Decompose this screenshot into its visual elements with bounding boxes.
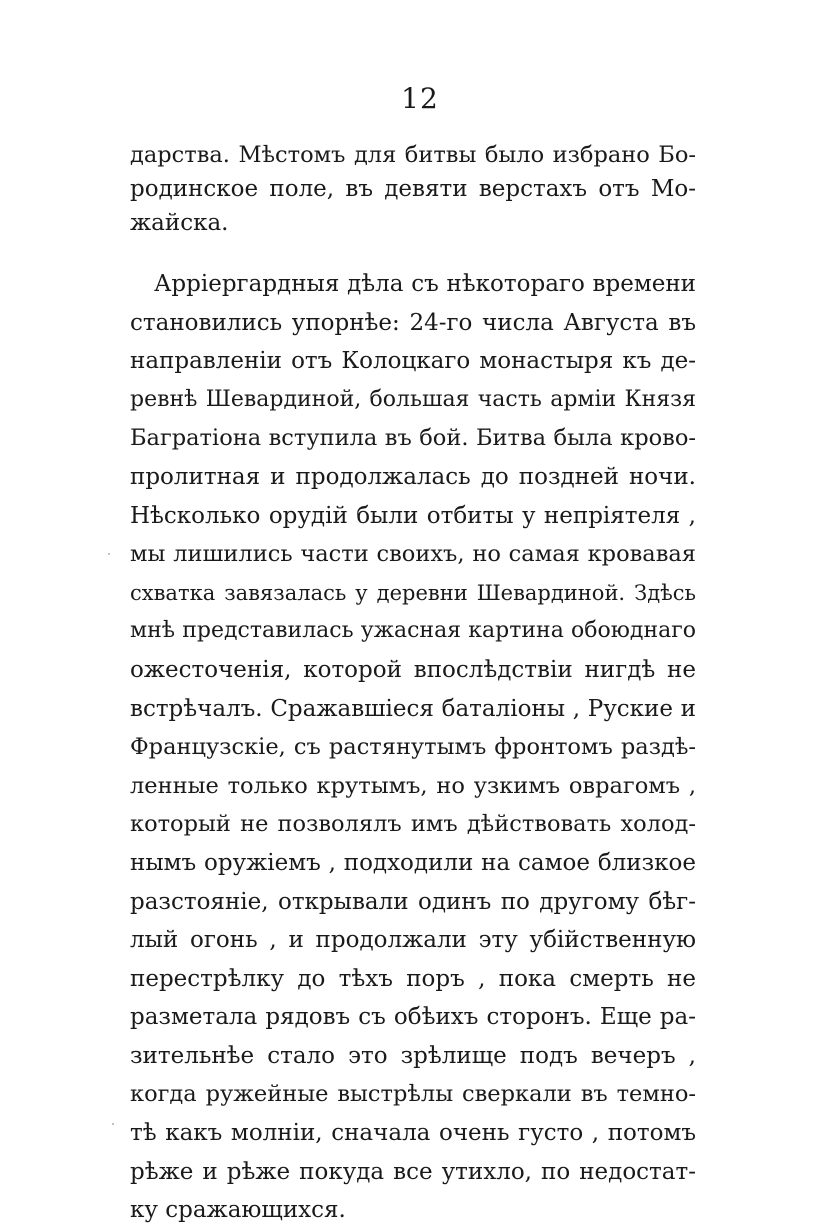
text-line: перестрѣлку до тѣхъ поръ , пока смерть не <box>130 965 696 992</box>
text-line: рѣже и рѣже покуда все утихло, по недостат- <box>130 1158 696 1185</box>
text-line: жайска. <box>130 210 229 236</box>
text-line: лый огонь , и продолжали эту убійственную <box>130 927 696 954</box>
text-line: разстояніе, открывали одинъ по другому бѣг- <box>130 888 696 915</box>
text-line: Арріергардныя дѣла съ нѣкотораго времени <box>154 271 696 297</box>
text-line: пролитная и продолжалась до поздней ночи. <box>130 463 696 490</box>
paper-speck <box>108 553 110 555</box>
text-line: зительнѣе стало это зрѣлище подъ вечеръ , <box>130 1042 696 1069</box>
text-line: мнѣ представилась ужасная картина обоюднаго <box>130 618 696 644</box>
page-number: 12 <box>401 82 439 115</box>
text-line: родинское поле, въ девяти верстахъ отъ Мо- <box>130 176 696 202</box>
text-line: схватка завязалась у деревни Шевардиной. Здѣсь <box>130 580 696 605</box>
text-line: разметала рядовъ съ обѣихъ сторонъ. Еще ра- <box>130 1004 696 1031</box>
text-line: ленные только крутымъ, но узкимъ оврагомъ , <box>130 772 696 799</box>
paragraph-1 <box>130 138 696 240</box>
paper-speck <box>112 1123 114 1125</box>
text-line: когда ружейные выстрѣлы сверкали въ темно- <box>130 1081 696 1108</box>
text-line: ревнѣ Шевардиной, большая часть арміи Князя <box>130 386 696 412</box>
text-line: Французскіе, съ растянутымъ фронтомъ раздѣ- <box>130 734 696 761</box>
text-line: дарства. Мѣстомъ для битвы было избрано Бо- <box>130 142 696 168</box>
text-line: Нѣсколько орудій были отбиты у непріятеля , <box>130 502 696 529</box>
text-line: встрѣчалъ. Сражавшіеся баталіоны , Руские и <box>130 695 696 722</box>
text-line: который не позволялъ имъ дѣйствовать холод- <box>130 811 696 838</box>
text-line: направленіи отъ Колоцкаго монастыря къ де- <box>130 348 696 375</box>
text-line: становились упорнѣе: 24-го числа Августа въ <box>130 309 696 336</box>
text-line: мы лишились части своихъ, но самая кровавая <box>130 541 696 568</box>
text-line: тѣ какъ молніи, сначала очень густо , потомъ <box>130 1120 696 1147</box>
text-line: ожесточенія, которой впослѣдствіи нигдѣ не <box>130 656 696 683</box>
text-line: Багратіона вступила въ бой. Битва была крово- <box>130 425 696 452</box>
paragraph-2 <box>130 265 696 1230</box>
text-line: нымъ оружіемъ , подходили на самое близкое <box>130 849 696 876</box>
text-line: ку сражающихся. <box>130 1197 346 1224</box>
